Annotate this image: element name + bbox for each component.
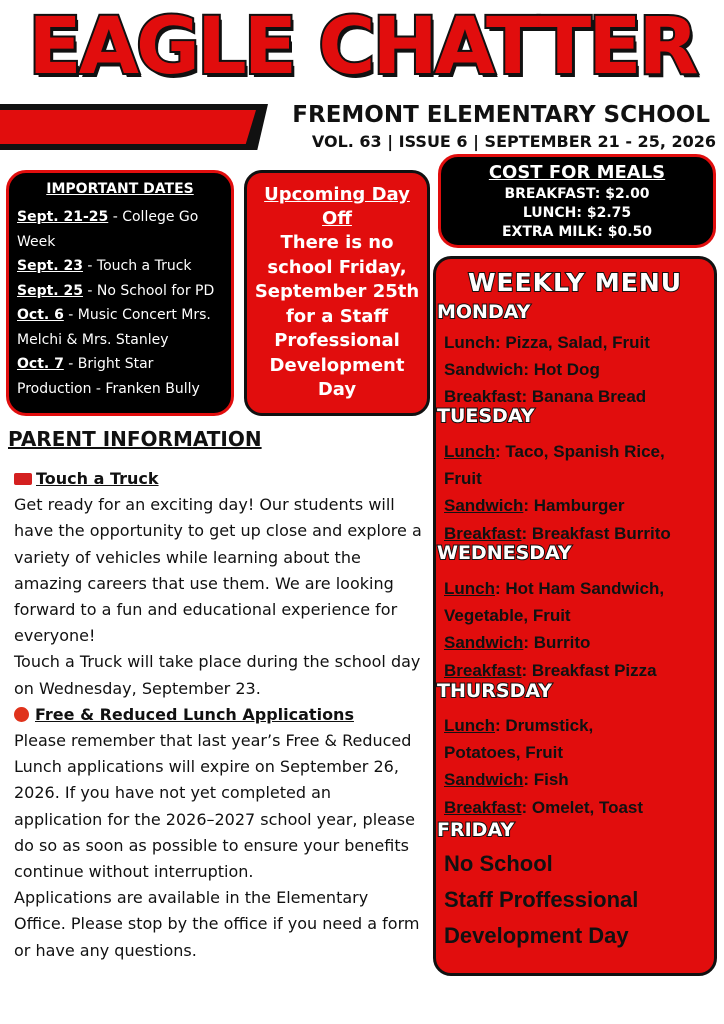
menu-value: : Fish xyxy=(523,770,569,789)
friday-line: Development Day xyxy=(444,923,629,948)
header-band-red xyxy=(0,110,256,144)
menu-key: Sandwich xyxy=(444,496,524,515)
menu-line xyxy=(444,492,710,520)
lunch-price: LUNCH: $2.75 xyxy=(522,205,632,221)
touch-a-truck-heading xyxy=(14,466,424,492)
day-off-text: There is no school Friday, September 25th for a Staff Professional Development Day xyxy=(254,232,420,400)
weekly-menu-title: WEEKLY MENU xyxy=(467,268,683,297)
date-item xyxy=(17,254,223,279)
menu-key: Lunch xyxy=(444,442,495,461)
menu-key: Sandwich xyxy=(444,633,524,652)
apple-icon xyxy=(14,707,29,722)
newsletter-title: EAGLE CHATTER xyxy=(28,2,696,92)
touch-a-truck-title: Touch a Truck xyxy=(36,469,159,488)
important-dates-title: IMPORTANT DATES xyxy=(46,181,194,197)
date-item xyxy=(17,205,223,254)
menu-key: Breakfast xyxy=(444,798,522,817)
menu-value: : Breakfast Pizza xyxy=(521,661,657,680)
menu-line: Sandwich: Hot Dog xyxy=(444,360,600,379)
menu-value: : Breakfast Burrito xyxy=(521,524,671,543)
day-off-title: Upcoming Day Off xyxy=(264,184,410,229)
school-name: FREMONT ELEMENTARY SCHOOL xyxy=(292,102,710,128)
menu-value: : Omelet, Toast xyxy=(521,798,644,817)
menu-line: Potatoes, Fruit xyxy=(444,743,564,762)
menu-key: Lunch xyxy=(444,579,495,598)
date-text: - No School for PD xyxy=(82,282,215,299)
date-text: - Touch a Truck xyxy=(82,258,192,274)
issue-line: VOL. 63 | ISSUE 6 | SEPTEMBER 21 - 25, 2026 xyxy=(311,132,716,151)
date-item xyxy=(17,352,223,401)
day-label-wednesday: WEDNESDAY xyxy=(437,542,572,564)
touch-a-truck-text-2: Touch a Truck will take place during the school day on Wednesday, September 23. xyxy=(14,652,421,698)
date-text: - College Go Week xyxy=(17,209,199,250)
touch-a-truck-text: Get ready for an exciting day! Our students will have the opportunity to get up close and explore a variety of vehicles while learning about the amazing careers that use them. We are looking forward to a fun and educational experience for everyone! xyxy=(14,495,422,646)
menu-value: : Hot Ham Sandwich, xyxy=(495,579,665,598)
day-label-tuesday: TUESDAY xyxy=(437,405,535,427)
lunch-app-title: Free & Reduced Lunch Applications xyxy=(35,704,354,724)
parent-info-title: PARENT INFORMATION xyxy=(8,427,262,451)
date-label: Sept. 23 xyxy=(17,258,83,274)
menu-value: : Taco, Spanish Rice, xyxy=(495,442,665,461)
date-item xyxy=(17,303,223,352)
menu-line: Breakfast: Banana Bread xyxy=(444,387,647,406)
fire-truck-icon xyxy=(14,473,32,485)
lunch-app-text: Please remember that last year’s Free & Reduced Lunch applications will expire on September 26, 2026. If you have not yet completed an application for the 2026–2027 school year, please do so as soon as possible to ensure your benefits continue without interruption. xyxy=(14,731,415,882)
day-label-thursday: THURSDAY xyxy=(437,680,553,702)
menu-key: Lunch xyxy=(444,716,495,735)
menu-value: : Burrito xyxy=(523,633,591,652)
menu-key: Breakfast xyxy=(444,524,522,543)
date-text: - Music Concert Mrs. Melchi & Mrs. Stanley xyxy=(17,307,211,348)
meal-cost-box xyxy=(438,154,716,248)
milk-price: EXTRA MILK: $0.50 xyxy=(501,224,653,240)
menu-line xyxy=(444,712,710,740)
date-item xyxy=(17,279,223,304)
menu-line: Vegetable, Fruit xyxy=(444,606,571,625)
menu-line: Lunch: Pizza, Salad, Fruit xyxy=(444,333,650,352)
menu-key: Breakfast xyxy=(444,661,522,680)
friday-line: Staff Proffessional xyxy=(444,887,639,912)
parent-info-body xyxy=(14,466,424,964)
lunch-app-text-2: Applications are available in the Elementary Office. Please stop by the office if you need a form or have any questions. xyxy=(14,888,420,960)
menu-line: Fruit xyxy=(444,469,482,488)
date-label: Oct. 7 xyxy=(17,356,64,372)
menu-key: Sandwich xyxy=(444,770,524,789)
breakfast-price: BREAKFAST: $2.00 xyxy=(504,186,650,202)
date-label: Sept. 25 xyxy=(17,282,83,299)
menu-line xyxy=(444,438,710,466)
important-dates-box xyxy=(6,170,234,416)
menu-line xyxy=(444,629,710,657)
friday-line: No School xyxy=(444,851,553,876)
date-text: - Bright Star Production - Franken Bully xyxy=(17,356,200,397)
meal-cost-title: COST FOR MEALS xyxy=(488,162,666,183)
day-off-box xyxy=(244,170,430,416)
menu-line xyxy=(444,575,710,603)
lunch-app-heading xyxy=(14,702,424,728)
day-label-friday: FRIDAY xyxy=(437,819,515,841)
menu-value: : Hamburger xyxy=(523,496,625,515)
date-label: Oct. 6 xyxy=(17,307,64,323)
menu-value: : Drumstick, xyxy=(495,716,594,735)
day-label-monday: MONDAY xyxy=(437,301,531,323)
menu-line xyxy=(444,766,710,794)
date-label: Sept. 21-25 xyxy=(17,209,109,225)
